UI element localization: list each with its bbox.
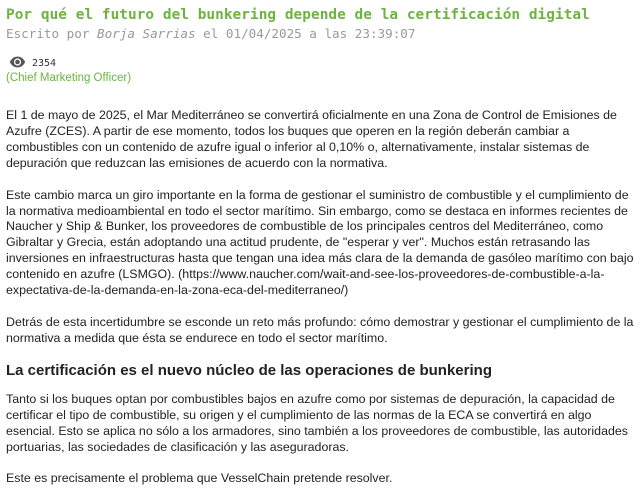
byline xyxy=(6,25,634,42)
paragraph: Detrás de esta incertidumbre se esconde un reto más profundo: cómo demostrar y gestionar el cumplimiento de la normativa a medida que ésta se endurece en todo el sector marítimo. xyxy=(6,314,634,345)
view-counter xyxy=(6,55,634,69)
author-name: Borja Sarrias xyxy=(97,26,196,41)
paragraph: El 1 de mayo de 2025, el Mar Mediterráneo se convertirá oficialmente en una Zona de Control de Emisiones de Azufre (ZCES). A partir de ese momento, todos los buques que operen en la región deberán cambiar a combustibles con un contenido de azufre igual o inferior al 0,10% o, alternativamente, instalar sistemas de depuración que reduzcan las emisiones de acuerdo con la normativa. xyxy=(6,108,617,170)
paragraph: Este cambio marca un giro importante en la forma de gestionar el suministro de combustible y el cumplimiento de la normativa medioambiental en todo el sector marítimo. Sin embargo, como se destaca en informes recientes de Naucher y Ship & Bunker, los proveedores de combustible de los principales centros del Mediterráneo, como Gibraltar y Grecia, están adoptando una actitud prudente, de "esperar y ver". Muchos están retrasando las inversiones en infraestructuras hasta que tengan una idea más clara de la demanda de gasóleo marítimo con bajo contenido en azufre (LSMGO). (https://www.naucher.com/wait-and-see-los-proveedores-de-combustible-a-la-expectativa-de-la-demanda-en-la-zona-eca-del-mediterraneo/) xyxy=(6,187,634,298)
paragraph: Este es precisamente el problema que VesselChain pretende resolver. xyxy=(6,471,393,486)
paragraph: Tanto si los buques optan por combustibles bajos en azufre como por sistemas de depuración, la capacidad de certificar el tipo de combustible, su origen y el cumplimiento de las normas de la ECA se convertirá en algo esencial. Esto se aplica no sólo a los armadores, sino también a los proveedores de combustible, las autoridades portuarias, las sociedades de clasificación y las aseguradoras. xyxy=(6,391,628,454)
view-count: 2354 xyxy=(32,57,57,69)
eye-icon xyxy=(9,56,26,68)
byline-date: el 01/04/2025 a las 23:39:07 xyxy=(195,26,416,41)
article-body xyxy=(6,108,634,487)
article-title: Por qué el futuro del bunkering depende de la certificación digital xyxy=(6,7,590,23)
section-heading: La certificación es el nuevo núcleo de las operaciones de bunkering xyxy=(6,361,492,379)
author-role: (Chief Marketing Officer) xyxy=(6,72,132,84)
byline-prefix: Escrito por xyxy=(6,26,97,41)
